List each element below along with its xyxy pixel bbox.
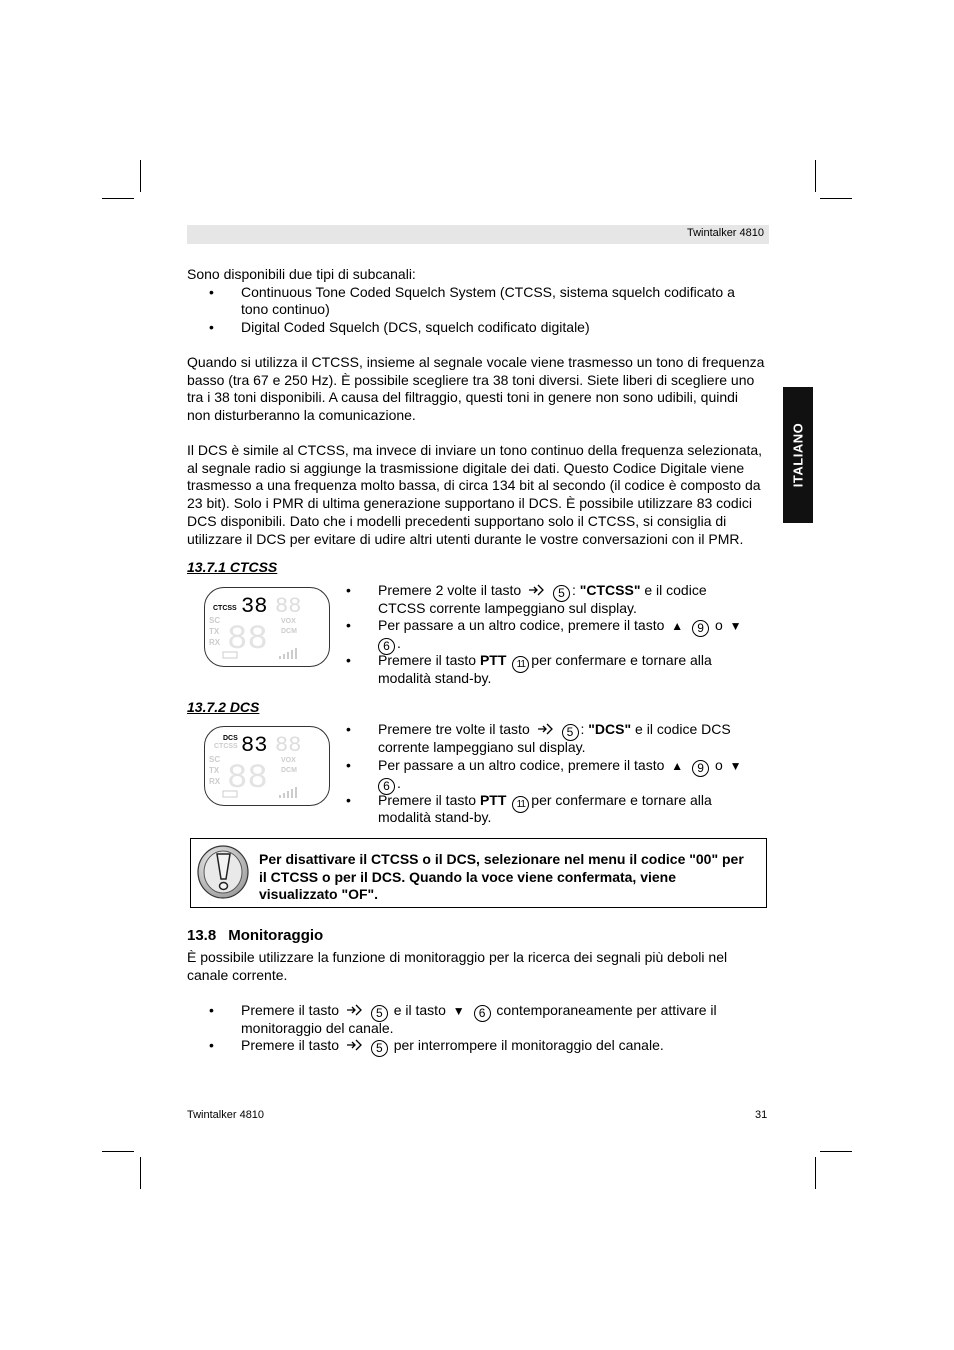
crop-mark	[140, 160, 141, 192]
intro-bullet-1-cont: tono continuo)	[241, 301, 330, 317]
bullet-dot: •	[209, 1037, 214, 1053]
step-text: o	[714, 617, 723, 633]
menu-key-icon	[537, 723, 553, 735]
step-text: e il codice DCS	[635, 721, 731, 737]
paragraph-line: tra i 38 toni disponibili. A causa del filtraggio, questi toni in genere non sono udibili, quindi	[187, 389, 739, 406]
key-number-badge: 5	[562, 724, 579, 741]
key-number-badge: 9	[692, 760, 709, 777]
step-text: Premere tre volte il tasto	[378, 721, 530, 737]
crop-mark	[102, 198, 134, 199]
heading-dcs: 13.7.2 DCS	[187, 699, 260, 715]
step-text: contemporaneamente per attivare il	[496, 1002, 717, 1018]
step-text: :	[571, 582, 576, 598]
key-number-badge: 5	[371, 1040, 388, 1057]
lcd-left-label: SC	[209, 755, 221, 764]
paragraph-line: utilizzare il DCS per evitare di udire altri utenti durante le vostre conversazioni con il PMR.	[187, 530, 744, 547]
key-number-badge: 6	[378, 778, 395, 795]
step-text: per interrompere il monitoraggio del canale.	[393, 1037, 664, 1053]
intro-bullet-1: Continuous Tone Coded Squelch System (CTCSS, sistema squelch codificato a	[241, 284, 735, 300]
bullet-dot: •	[209, 284, 214, 300]
ctcss-step-2	[378, 617, 745, 637]
lcd-ctcss-graphic	[205, 588, 329, 666]
step-text: Premere il tasto	[241, 1037, 340, 1053]
ctcss-step-1-cont: CTCSS corrente lampeggiano sul display.	[378, 600, 637, 616]
step-text: e il codice	[644, 582, 707, 598]
intro-bullet-2: Digital Coded Squelch (DCS, squelch codificato digitale)	[241, 319, 590, 335]
paragraph-line: DCS disponibili. Dato che i modelli precedenti supportano solo il CTCSS, si consiglia di	[187, 512, 727, 529]
signal-icon	[279, 787, 297, 798]
heading-monitoraggio	[187, 927, 323, 944]
down-arrow-icon: ▼	[452, 1004, 465, 1018]
paragraph-line: 23 bit). Solo i PMR di ultima generazione supportano il DCS. È possibile utilizzare 83 codici	[187, 495, 752, 512]
language-tab-label: ITALIANO	[790, 422, 806, 488]
signal-icon	[279, 648, 297, 659]
key-number-badge: 5	[371, 1005, 388, 1022]
lcd-code: 83	[241, 733, 268, 758]
menu-key-icon	[346, 1039, 362, 1051]
dcs-step-3-cont: modalità stand-by.	[378, 809, 492, 825]
lcd-right-label: VOX	[281, 618, 296, 625]
lcd-left-label: RX	[209, 638, 221, 647]
crop-mark	[815, 1157, 816, 1189]
step-text: per confermare e tornare alla	[531, 652, 712, 668]
menu-key-icon	[528, 584, 544, 596]
lcd-right-label: VOX	[281, 757, 296, 764]
intro-text: Sono disponibili due tipi di subcanali:	[187, 266, 416, 282]
paragraph-line: non disturberanno la comunicazione.	[187, 407, 416, 424]
lcd-dcs-illustration	[204, 726, 330, 806]
header-bar	[187, 225, 769, 244]
heading-ctcss: 13.7.1 CTCSS	[187, 559, 278, 575]
footer-product: Twintalker 4810	[187, 1109, 265, 1121]
note-text	[259, 851, 744, 904]
crop-mark	[140, 1157, 141, 1189]
crop-mark	[815, 160, 816, 192]
step-text: :	[580, 721, 585, 737]
page-number: 31	[755, 1109, 768, 1121]
down-arrow-icon: ▼	[729, 759, 742, 773]
monitor-step-1-cont: monitoraggio del canale.	[241, 1020, 394, 1036]
paragraph-line: canale corrente.	[187, 966, 288, 983]
bullet-dot: •	[346, 757, 351, 773]
heading-title: Monitoraggio	[228, 927, 324, 944]
dcs-step-1	[378, 721, 731, 741]
paragraph-line: Quando si utilizza il CTCSS, insieme al segnale vocale viene trasmesso un tono di frequenza	[187, 354, 765, 370]
lcd-mode-label: DCS	[223, 735, 238, 742]
paragraph-dcs	[187, 442, 762, 548]
bullet-dot: •	[346, 792, 351, 808]
step-bold-text: "DCS"	[588, 721, 632, 737]
lcd-left-label: TX	[209, 627, 220, 636]
crop-mark	[102, 1151, 134, 1152]
step-text: per confermare e tornare alla	[531, 792, 712, 808]
paragraph-ctcss	[187, 354, 764, 425]
paragraph-line: al segnale radio si aggiunge la trasmissione digitale dei dati. Questo Codice Digitale viene	[187, 459, 745, 476]
bullet-dot: •	[346, 617, 351, 633]
bullet-dot: •	[346, 652, 351, 668]
crop-mark	[820, 1151, 852, 1152]
lcd-ghost-channel: 88	[227, 760, 268, 798]
step-text: .	[397, 775, 401, 791]
monitor-intro	[187, 949, 727, 984]
lcd-dcs-graphic	[205, 727, 329, 805]
heading-number: 13.8	[187, 927, 217, 944]
key-number-badge: 11	[512, 656, 529, 673]
note-line: visualizzato "OF".	[259, 886, 379, 903]
lcd-left-label: SC	[209, 616, 221, 625]
lcd-right-label: DCM	[281, 767, 297, 774]
note-line: il CTCSS o per il DCS. Quando la voce viene confermata, viene	[259, 868, 677, 885]
bullet-dot: •	[209, 1002, 214, 1018]
bullet-dot: •	[346, 721, 351, 737]
step-text: Premere il tasto	[378, 792, 477, 808]
key-number-badge: 6	[474, 1005, 491, 1022]
lcd-right-label: DCM	[281, 628, 297, 635]
down-arrow-icon: ▼	[729, 619, 742, 633]
dcs-step-1-cont: corrente lampeggiano sul display.	[378, 739, 586, 755]
step-text: Premere il tasto	[378, 652, 477, 668]
up-arrow-icon: ▲	[671, 759, 684, 773]
key-number-badge: 6	[378, 638, 395, 655]
step-text: Premere il tasto	[241, 1002, 340, 1018]
bullet-dot: •	[346, 582, 351, 598]
key-number-badge: 9	[692, 620, 709, 637]
paragraph-line: È possibile utilizzare la funzione di monitoraggio per la ricerca dei segnali più deboli nel	[187, 949, 728, 965]
key-number-badge: 11	[512, 796, 529, 813]
lcd-left-label: TX	[209, 766, 220, 775]
monitor-step-2	[241, 1037, 664, 1057]
lcd-mode-label: CTCSS	[213, 605, 237, 612]
step-bold-text: "CTCSS"	[579, 582, 641, 598]
up-arrow-icon: ▲	[671, 619, 684, 633]
dcs-step-2	[378, 757, 745, 777]
step-bold-text: PTT	[479, 792, 507, 808]
bullet-dot: •	[209, 319, 214, 335]
lcd-left-label: RX	[209, 777, 221, 786]
header-product: Twintalker 4810	[686, 227, 764, 239]
step-text: Per passare a un altro codice, premere il tasto	[378, 757, 665, 773]
warning-exclamation-icon	[197, 845, 249, 899]
step-text: Per passare a un altro codice, premere il tasto	[378, 617, 665, 633]
paragraph-line: trasmesso a una frequenza molto bassa, di circa 134 bit al secondo (il codice è composto da	[187, 477, 761, 494]
lcd-ctcss-illustration	[204, 587, 330, 667]
ctcss-step-1	[378, 582, 707, 602]
lcd-ghost-digits: 88	[275, 594, 302, 619]
paragraph-line: Il DCS è simile al CTCSS, ma invece di inviare un tono continuo della frequenza selezionata,	[187, 442, 763, 458]
lcd-ghost-digits: 88	[275, 733, 302, 758]
step-text: e il tasto	[393, 1002, 446, 1018]
paragraph-line: basso (tra 67 e 250 Hz). È possibile scegliere tra 38 toni diversi. Siete liberi di scegliere uno	[187, 371, 755, 388]
menu-key-icon	[346, 1004, 362, 1016]
step-text: o	[714, 757, 723, 773]
lcd-ghost-channel: 88	[227, 621, 268, 659]
note-box	[190, 838, 767, 908]
note-line: Per disattivare il CTCSS o il DCS, selezionare nel menu il codice "00" per	[259, 851, 744, 867]
lcd-sub-label: CTCSS	[214, 743, 238, 750]
lcd-code: 38	[241, 594, 268, 619]
step-text: Premere 2 volte il tasto	[378, 582, 522, 598]
crop-mark	[820, 198, 852, 199]
key-number-badge: 5	[553, 585, 570, 602]
step-text: .	[397, 635, 401, 651]
ctcss-step-3-cont: modalità stand-by.	[378, 670, 492, 686]
language-tab	[783, 387, 813, 523]
step-bold-text: PTT	[479, 652, 507, 668]
monitor-step-1	[241, 1002, 717, 1022]
